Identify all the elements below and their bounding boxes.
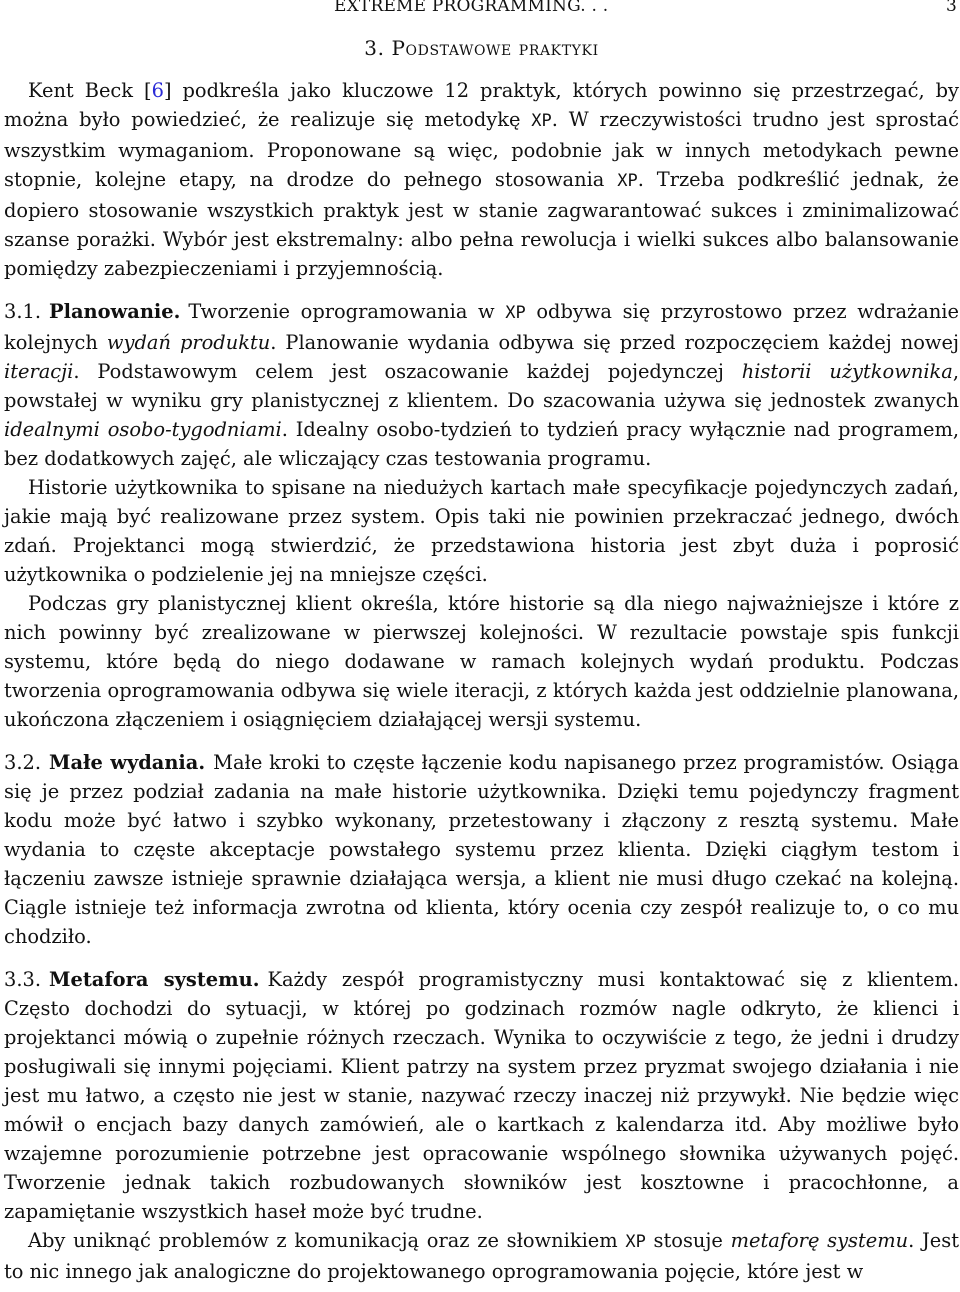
xp-term: XP bbox=[625, 1232, 646, 1252]
text-run: podkreśla jako kluczowe 12 praktyk, których powinno się przestrzegać, by można było powiedzieć, że realizuje się metodykę bbox=[4, 79, 959, 131]
document-page bbox=[4, 0, 959, 1286]
running-header bbox=[4, 0, 959, 18]
text-run: . Jest to nic innego jak analogiczne do projektowanego oprogramowania pojęcie, które jest w bbox=[4, 1229, 960, 1283]
text-run: . W rzeczywistości trudno jest sprostać wszystkim wymaganiom. Proponowane są więc, podobnie jak w innych metodykach pewne stopnie, kolejne etapy, na drodze do pełnego stosowania bbox=[4, 108, 959, 191]
text-run: Każdy zespół programistyczny musi kontaktować się z klientem. Często dochodzi do sytuacji, w której po godzinach rozmów nagle odkryto, że klienci i projektanci mówią o zupełnie różnych rzeczach. Wynika to oczywiście z tego, że jedni i drudzy posługiwali się innymi pojęciami. Klient patrzy na system przez pryzmat swojego działania i nie jest mu łatwo, a często nie jest w stanie, nazywać rzeczy inaczej niż przywykł. Nie będzie więc mówił o encjach bazy danych zamówień, ale o kartkach z kalendarza itd. Aby możliwe było wzajemne porozumienie potrzebne jest opracowanie wspólnego słownika używanych pojęć. Tworzenie jednak takich rozbudowanych słowników jest kosztowne i pracochłonne, a zapamiętanie wszystkich haseł może być trudne. bbox=[4, 968, 959, 1223]
subsection-planowanie-paragraph-1 bbox=[4, 297, 959, 473]
emphasis: idealnymi osobo-tygodniami bbox=[4, 418, 282, 441]
subsection-number: 3.2. bbox=[4, 751, 42, 774]
text-run: stosuje bbox=[645, 1229, 731, 1252]
text-run: . Trzeba podkreślić jednak, że dopiero stosowanie wszystkich praktyk jest w stanie zagwarantować sukces i zminimalizować szanse porażki. Wybór jest ekstremalny: albo pełna rewolucja i wielki sukces albo balansowanie pomiędzy zabezpieczeniami i przyjemnością. bbox=[4, 168, 960, 280]
text-run: odbywa się przyrostowo przez wdrażanie kolejnych bbox=[4, 300, 959, 354]
emphasis: historii użytkownika bbox=[741, 360, 953, 383]
intro-paragraph bbox=[4, 76, 959, 283]
emphasis: iteracji bbox=[4, 360, 74, 383]
emphasis: wydań produktu bbox=[106, 331, 271, 354]
text-run: Małe kroki to częste łączenie kodu napisanego przez programistów. Osiąga się je przez podział zadania na małe historie użytkownika. Dzięki temu pojedynczy fragment kodu może być łatwo i szybko wykonany, przetestowany i złączony z resztą systemu. Małe wydania to częste akceptacje powstałego systemu przez klienta. Dzięki ciągłym testom i łączeniu zawsze istnieje sprawnie działająca wersja, a klient nie musi długo czekać na kolejną. Ciągle istnieje też informacja zwrotna od klienta, który ocenia czy zespół realizuje to, o co mu chodziło. bbox=[4, 751, 959, 948]
running-title: EXTREME PROGRAMMING. . . bbox=[334, 0, 609, 16]
text-run: , powstałej w wyniku gry planistycznej z klientem. Do szacowania używa się jednostek zwanych bbox=[4, 360, 960, 412]
text-run: Kent Beck bbox=[28, 79, 145, 102]
subsection-male-wydania-paragraph bbox=[4, 748, 959, 951]
subsection-title: Małe wydania. bbox=[49, 751, 206, 774]
section-heading: 3. Podstawowe praktyki bbox=[364, 36, 599, 60]
citation-link[interactable]: 6 bbox=[151, 79, 164, 102]
citation-bracket: [ bbox=[144, 79, 152, 102]
subsection-title: Metafora systemu. bbox=[49, 968, 260, 991]
subsection-number: 3.3. bbox=[4, 968, 42, 991]
citation-bracket: ] bbox=[163, 79, 172, 102]
subsection-number: 3.1. bbox=[4, 300, 42, 323]
subsection-planowanie-paragraph-3: Podczas gry planistycznej klient określa, które historie są dla niego najważniejsze i które z nich powinny być zrealizowane w pierwszej kolejności. W rezultacie powstaje spis funkcji systemu, które będą do niego dodawane w ramach kolejnych wydań produktu. Podczas tworzenia oprogramowania odbywa się wiele iteracji, z których każda jest oddzielnie planowana, ukończona złączeniem i osiągnięciem działającej wersji systemu. bbox=[4, 592, 959, 731]
text-run: Aby uniknąć problemów z komunikacją oraz ze słownikiem bbox=[28, 1229, 626, 1252]
text-run: . Podstawowym celem jest oszacowanie każdej pojedynczej bbox=[73, 360, 742, 383]
subsection-metafora-paragraph-1 bbox=[4, 965, 959, 1226]
subsection-metafora-paragraph-2 bbox=[4, 1226, 959, 1286]
page-number: 3 bbox=[945, 0, 957, 16]
xp-term: XP bbox=[505, 303, 526, 323]
xp-term: XP bbox=[531, 111, 552, 131]
text-run: . Planowanie wydania odbywa się przed rozpoczęciem każdej nowej bbox=[270, 331, 960, 354]
text-run: . Idealny osobo-tydzień to tydzień pracy wyłącznie nad programem, bez dodatkowych zajęć, ale wliczający czas testowania programu. bbox=[4, 418, 959, 470]
subsection-title: Planowanie. bbox=[49, 300, 181, 323]
subsection-planowanie-paragraph-2: Historie użytkownika to spisane na niedużych kartach małe specyfikacje pojedynczych zadań, jakie mają być realizowane przez system. Opis taki nie powinien przekraczać jednego, dwóch zdań. Projektanci mogą stwierdzić, że przedstawiona historia jest zbyt duża i poprosić użytkownika o podzielenie jej na mniejsze części. bbox=[4, 476, 959, 586]
emphasis: metaforę systemu bbox=[730, 1229, 909, 1252]
text-run: Tworzenie oprogramowania w bbox=[188, 300, 506, 323]
xp-term: XP bbox=[617, 171, 638, 191]
